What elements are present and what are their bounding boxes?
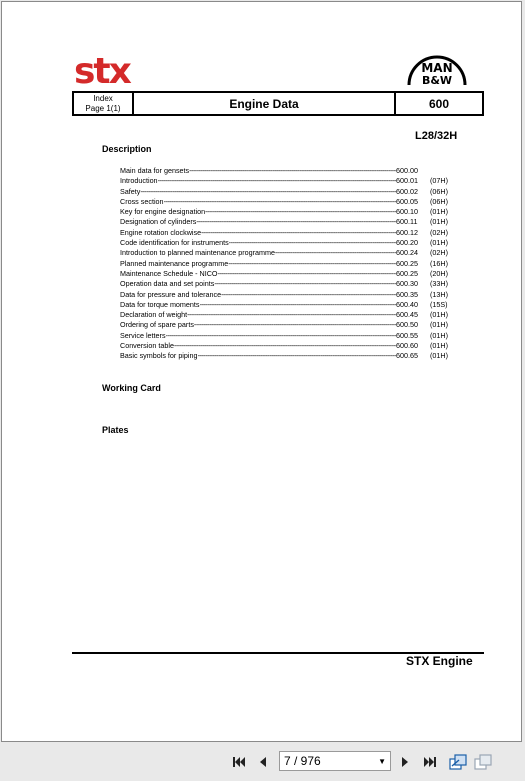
- page-number-value: 7 / 976: [284, 754, 321, 768]
- next-page-icon[interactable]: [398, 753, 412, 771]
- toc-code: 600.02: [396, 186, 418, 196]
- toc-row: [120, 351, 456, 361]
- toc-revision: (01H): [430, 341, 448, 351]
- toc-row: [120, 238, 456, 248]
- document-page: [1, 1, 522, 742]
- toc-code: 600.35: [396, 289, 418, 299]
- toc-code: 600.05: [396, 196, 418, 206]
- header-title: Engine Data: [134, 93, 396, 114]
- toc-leader: [200, 300, 397, 310]
- toc-title: Data for pressure and tolerance: [120, 289, 222, 299]
- toc-revision: (01H): [430, 351, 448, 361]
- toc-code: 600.50: [396, 320, 418, 330]
- toc-title: Engine rotation clockwise: [120, 227, 202, 237]
- toc-title: Introduction: [120, 176, 158, 186]
- toc-leader: [229, 238, 396, 248]
- toc-leader: [187, 310, 396, 320]
- toc-row: [120, 207, 456, 217]
- toc-code: 600.55: [396, 330, 418, 340]
- toc-title: Basic symbols for piping: [120, 351, 198, 361]
- toc-title: Conversion table: [120, 341, 174, 351]
- last-page-icon[interactable]: [422, 753, 438, 771]
- toc-revision: (01H): [430, 310, 448, 320]
- toc-leader: [196, 217, 396, 227]
- toc-row: [120, 279, 456, 289]
- index-cell: [74, 93, 134, 114]
- toc-row: [120, 341, 456, 351]
- toc-revision: (06H): [430, 196, 448, 206]
- toc-revision: (01H): [430, 207, 448, 217]
- toc-title: Cross section: [120, 196, 164, 206]
- toc-row: [120, 176, 456, 186]
- toc-row: [120, 300, 456, 310]
- header-table: [72, 91, 484, 116]
- toc-revision: (07H): [430, 176, 448, 186]
- toc-leader: [275, 248, 396, 258]
- prev-page-icon[interactable]: [256, 753, 270, 771]
- toc-title: Introduction to planned maintenance programme: [120, 248, 276, 258]
- toc-title: Code identification for instruments: [120, 238, 229, 248]
- toc-code: 600.40: [396, 299, 418, 309]
- svg-text:stx: stx: [74, 54, 130, 88]
- toc-row: [120, 166, 456, 176]
- footer-text: STX Engine: [406, 654, 473, 668]
- toc-leader: [198, 351, 397, 361]
- toc-leader: [164, 197, 396, 207]
- toc-title: Maintenance Schedule - NICO: [120, 268, 218, 278]
- toc-title: Planned maintenance programme: [120, 258, 229, 268]
- toc-leader: [174, 341, 396, 351]
- toc-leader: [194, 320, 396, 330]
- toc-code: 600.25: [396, 258, 418, 268]
- toc-revision: (02H): [430, 227, 448, 237]
- toc-revision: (01H): [430, 238, 448, 248]
- toc-revision: (01H): [430, 217, 448, 227]
- toc-row: [120, 197, 456, 207]
- toc-title: Key for engine designation: [120, 207, 206, 217]
- toc-title: Service letters: [120, 330, 166, 340]
- export-icon[interactable]: [448, 753, 468, 771]
- section-plates: Plates: [102, 425, 129, 435]
- engine-model: L28/32H: [415, 130, 458, 142]
- toc-code: 600.10: [396, 207, 418, 217]
- toc-title: Designation of cylinders: [120, 217, 197, 227]
- toc-leader: [166, 331, 396, 341]
- toc-title: Operation data and set points: [120, 279, 215, 289]
- toc-title: Main data for gensets: [120, 166, 190, 175]
- toc-leader: [221, 290, 396, 300]
- toc-revision: (33H): [430, 279, 448, 289]
- first-page-icon[interactable]: [231, 753, 247, 771]
- import-icon[interactable]: [473, 753, 493, 771]
- toc-leader: [158, 176, 396, 186]
- svg-text:MAN: MAN: [421, 61, 453, 75]
- toc-leader: [201, 228, 396, 238]
- toc-row: [120, 269, 456, 279]
- toc-revision: (20H): [430, 268, 448, 278]
- toc-code: 600.30: [396, 279, 418, 289]
- toc-revision: (06H): [430, 186, 448, 196]
- toc-leader: [189, 166, 396, 176]
- toc-row: [120, 187, 456, 197]
- toc-revision: (02H): [430, 248, 448, 258]
- toc-revision: (01H): [430, 320, 448, 330]
- section-description: Description: [102, 144, 152, 154]
- man-bw-logo: [405, 47, 469, 87]
- toc-leader: [228, 259, 396, 269]
- toc-revision: [424, 166, 456, 176]
- toc-revision: (15S): [430, 299, 448, 309]
- viewer-toolbar: [0, 743, 525, 781]
- page-number-select[interactable]: [279, 751, 391, 771]
- stx-logo: [74, 54, 150, 88]
- chevron-down-icon: ▼: [378, 757, 386, 766]
- toc-code: 600.20: [396, 238, 418, 248]
- toc-title: Ordering of spare parts: [120, 320, 194, 330]
- toc-row: [120, 331, 456, 341]
- svg-text:B&W: B&W: [421, 74, 453, 87]
- toc-code: 600.25: [396, 268, 418, 278]
- toc-leader: [205, 207, 396, 217]
- index-page: Page 1(1): [85, 103, 121, 113]
- toc-title: Declaration of weight: [120, 310, 188, 320]
- toc-row: [120, 290, 456, 300]
- toc-row: [120, 248, 456, 258]
- toc-row: [120, 320, 456, 330]
- toc-revision: (01H): [430, 330, 448, 340]
- toc-list: [120, 166, 456, 362]
- toc-title: Safety: [120, 186, 141, 196]
- header-number: 600: [428, 96, 450, 111]
- toc-row: [120, 217, 456, 227]
- toc-row: [120, 259, 456, 269]
- toc-row: [120, 228, 456, 238]
- section-working-card: Working Card: [102, 383, 161, 393]
- toc-leader: [214, 279, 396, 289]
- toc-code: 600.11: [396, 217, 418, 227]
- toc-title: Data for torque moments: [120, 299, 200, 309]
- toc-code: 600.45: [396, 310, 418, 320]
- toc-code: 600.65: [396, 351, 418, 361]
- toc-revision: (13H): [430, 289, 448, 299]
- index-label: Index: [93, 93, 113, 103]
- toc-revision: (16H): [430, 258, 448, 268]
- toc-leader: [217, 269, 396, 279]
- toc-code: 600.12: [396, 227, 418, 237]
- toc-code: 600.01: [396, 176, 418, 186]
- toc-code: 600.60: [396, 341, 418, 351]
- toc-row: [120, 310, 456, 320]
- toc-code: 600.24: [396, 248, 418, 258]
- toc-code: 600.00: [396, 166, 418, 175]
- toc-leader: [140, 187, 396, 197]
